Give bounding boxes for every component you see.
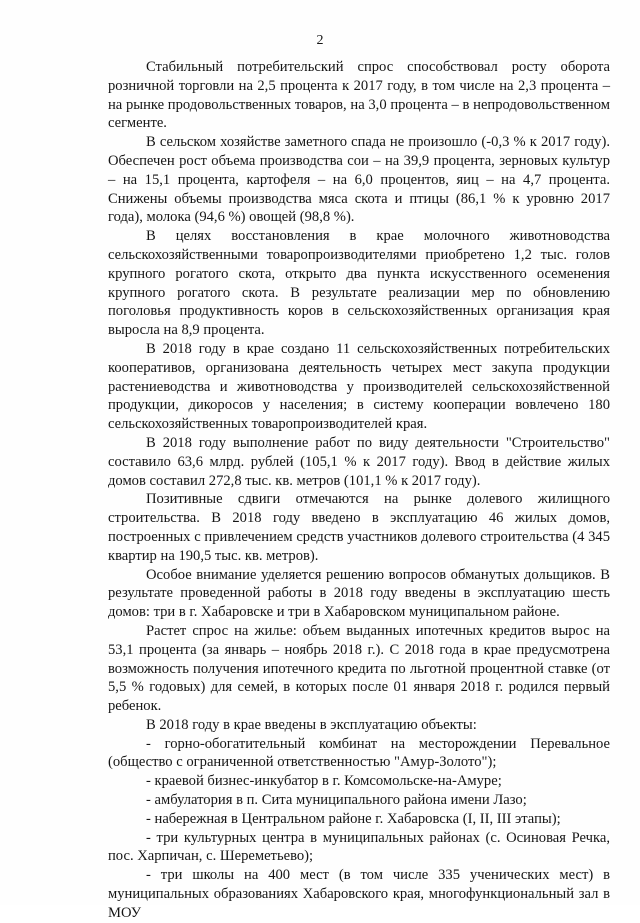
list-item-clinic: - амбулатория в п. Сита муниципального района имени Лазо;	[146, 792, 527, 809]
list-item-embankment: - набережная в Центральном районе г. Хабаровска (I, II, III этапы);	[146, 810, 561, 827]
list-item-schools: - три школы на 400 мест (в том числе 335 ученических мест) в муниципальных образованиях Хабаровского края, многофункциональный зал в МОУ	[108, 867, 610, 921]
paragraph-cooperatives: В 2018 году в крае создано 11 сельскохозяйственных потребительских кооперативов, организована деятельность четырех мест закупа продукции растениеводства и животноводства у производителей сельскохозяйственной продукции, дикоросов у населения; в систему кооперации вовлечено 180 сельскохозяйственных товаропроизводителей края.	[108, 340, 610, 433]
paragraph-agriculture: В сельском хозяйстве заметного спада не произошло (-0,3 % к 2017 году). Обеспечен рост объема производства сои – на 39,9 процента, зерновых культур – на 15,1 процента, картофеля – на 6,0 процентов, яиц – на 4,7 процента. Снижены объемы производства мяса скота и птицы (86,1 % к уровню 2017 года), молока (94,6 %) овощей (98,8 %).	[108, 134, 610, 226]
list-item-mining-plant: - горно-обогатительный комбинат на месторождении Перевальное (общество с ограниченной ответственностью "Амур-Золото");	[108, 735, 610, 771]
list-item-cultural-centers: - три культурных центра в муниципальных районах (с. Осиновая Речка, пос. Харпичан, с. Шереметьево);	[108, 829, 610, 865]
paragraph-retail-trade: Стабильный потребительский спрос способствовал росту оборота розничной торговли на 2,5 процента к 2017 году, в том числе на 2,3 процента – на рынке продовольственных товаров, на 3,0 процента – в непродовольственном сегменте.	[108, 59, 610, 132]
paragraph-defrauded-investors: Особое внимание уделяется решению вопросов обманутых дольщиков. В результате проведенной работы в 2018 году введены в эксплуатацию шесть домов: три в г. Хабаровске и три в Хабаровском муниципальном районе.	[108, 566, 610, 621]
paragraph-mortgage: Растет спрос на жилье: объем выданных ипотечных кредитов вырос на 53,1 процента (за январь – ноябрь 2018 г.). С 2018 года в крае предусмотрена возможность получения ипотечного кредита по льготной процентной ставке (от 5,5 % годовых) для семей, в которых после 01 января 2018 г. родился первый ребенок.	[108, 622, 610, 715]
paragraph-shared-construction: Позитивные сдвиги отмечаются на рынке долевого жилищного строительства. В 2018 году введено в эксплуатацию 46 жилых домов, построенных с привлечением средств участников долевого строительства (4 345 квартир на 190,5 тыс. кв. метров).	[108, 491, 610, 564]
paragraph-objects-intro: В 2018 году в крае введены в эксплуатацию объекты:	[146, 716, 477, 733]
list-item-business-incubator: - краевой бизнес-инкубатор в г. Комсомольске-на-Амуре;	[146, 773, 502, 790]
paragraph-dairy-livestock: В целях восстановления в крае молочного животноводства сельскохозяйственными товаропроизводителями приобретено 1,2 тыс. голов крупного рогатого скота, открыто два пункта искусственного осеменения крупного рогатого скота. В результате реализации мер по обновлению поголовья продуктивность коров в сельскохозяйственных организация края выросла на 8,9 процента.	[108, 228, 610, 339]
body-text	[108, 58, 610, 923]
page-number: 2	[316, 33, 324, 48]
paragraph-construction: В 2018 году выполнение работ по виду деятельности "Строительство" составило 63,6 млрд. рублей (105,1 % к 2017 году). Ввод в действие жилых домов составил 272,8 тыс. кв. метров (101,1 % к 2017 году).	[108, 434, 610, 489]
